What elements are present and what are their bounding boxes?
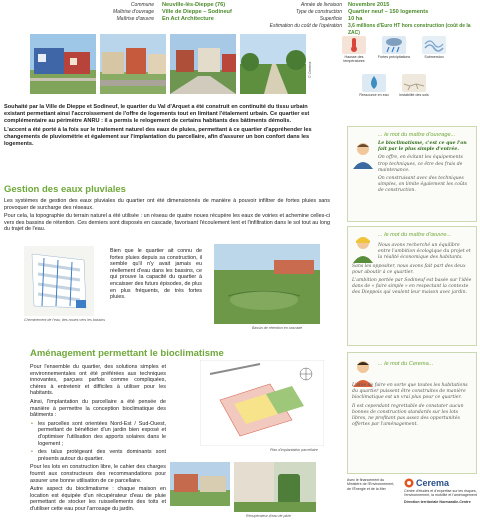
- label-annee: Année de livraison: [300, 2, 342, 8]
- parcel-plan: [200, 360, 324, 446]
- panel-quote-6: L'ambition portée par Sodineuf est basée sur l'idée dans de « faire simple » en respectant la contexte des Dieppois qui veulent leur maison avec jardin.: [352, 278, 472, 296]
- panel-quote-1: Le bioclimatisme, c'est ce que l'on fait par le plus simple d'entrée.: [378, 141, 467, 153]
- intro-paragraph-2: L'accent a été porté à la fois sur le traitement naturel des eaux de pluies, permettant à ce quartier d'appréhender les changements de pluviométrie et également sur l'implantation du parcellaire, afin d'assurer un bon confort dans les logements.: [4, 127, 312, 147]
- panel-title-maitre-ouvrage: ... le mot du maître d'ouvrage...: [378, 132, 456, 138]
- panel-body-maitre-ouvrage: [378, 141, 472, 197]
- panel-quote-7: L'idée de faire en sorte que toutes les habitations du quartier puissent être construites de manière bioclimatique est un vrai plus pour ce quartier.: [352, 383, 468, 401]
- houses-photo-bottom: [170, 462, 230, 506]
- value-type: Quartier neuf – 150 logements: [348, 9, 429, 15]
- icon-label-water: Ressource en eau: [359, 93, 389, 97]
- label-type: Type de construction: [295, 9, 342, 15]
- header-labels-left: [4, 2, 154, 23]
- panel-title-maitre-oeuvre: ... le mot du maître d'œuvre...: [378, 232, 452, 238]
- panel-quote-3: On construisant avec des techniques simples, on limite également les coûts de construction.: [378, 176, 467, 194]
- section2-text: [30, 364, 166, 514]
- section1-paragraph-1: Les systèmes de gestion des eaux pluviales du quartier ont été dimensionnés de manière à pouvoir infiltrer de fortes pluies sans provoquer de surcharge des réseaux.: [4, 198, 330, 211]
- panel-quote-5: Sans les oppositer, nous avons fait part des deux pour aboutir à ce quartier.: [352, 263, 466, 275]
- section2-bullet-1: • les parcelles sont orientées Nord-Est / Sud-Ouest, permettant de bénéficier d'un jardin bien exposé et d'optimiser l'utilisation des apports solaires dans le logement ;: [30, 421, 166, 447]
- value-annee: Novembre 2015: [348, 2, 390, 8]
- retention-basin-photo: [214, 244, 320, 324]
- label-cout: Estimation du coût de l'opération: [269, 23, 342, 29]
- drought-icon: [402, 74, 426, 92]
- rainwater-map: [24, 246, 94, 316]
- icon-label-temperature: Hausse des températures: [343, 55, 365, 64]
- intro-paragraph-1: Souhaité par la Ville de Dieppe et Sodineuf, le quartier du Val d'Arquet a été construit en continuité du tissu urbain existant permettant ainsi l'accroissement de l'offre de logements tout en limitant l'étalement urbain. Ce quartier est complémentaire au périmètre ANRU : il a permis le relogement de certains habitants des bâtiments démolis.: [4, 104, 310, 124]
- avatar-icon: [351, 141, 375, 169]
- header-values-right: [348, 2, 478, 37]
- cerema-logo-text: Cerema: [416, 478, 450, 488]
- intro-text: [4, 104, 324, 150]
- label-superficie: Superficie: [319, 16, 342, 22]
- cerema-subtitle: Centre d'études et d'expertise sur les risques, l'environnement, la mobilité et l'aménagement: [404, 489, 477, 498]
- panel-title-cerema: ... le mot du Cerema...: [378, 361, 434, 367]
- wind-icon: [422, 36, 446, 54]
- section1-top-text: [4, 198, 330, 235]
- climate-icons: [336, 36, 454, 112]
- photo-houses-2: [100, 34, 166, 94]
- panel-body-maitre-oeuvre: [352, 243, 472, 299]
- panel-maitre-ouvrage: [347, 126, 477, 222]
- photo-credit: © Cerema: [308, 61, 312, 78]
- section2-paragraph-4: Autre aspect du bioclimatisme : chaque maison en location est équipée d'un récupérateur d'eau de pluie permettant de stocker les ruissellements des toits et d'utiliser cette eau pour l'arrosage du jardin.: [30, 486, 166, 512]
- cerema-direction: Direction territoriale Normandie-Centre: [404, 499, 471, 504]
- photo-path: [240, 34, 306, 94]
- photo-houses-3: [170, 34, 236, 94]
- label-commune: Commune: [130, 2, 154, 8]
- rain-collector-photo: [234, 462, 316, 512]
- panel-quote-2: On offre, en évitant les équipements trop techniques, ce être des frais de maintenance.: [378, 155, 463, 173]
- panel-body-cerema: [352, 383, 472, 430]
- water-resource-icon: [362, 74, 386, 92]
- footer-funding: Avec le financement du Ministère de l'Environnement, de l'Énergie et de la Mer: [347, 478, 395, 491]
- panel-quote-8: Il est cependant regrettable de constater aucun bonnes de construction standards sur les lots libres, ne profitant pas assez des opportunités offertes par l'aménagement.: [352, 403, 464, 428]
- panel-quote-4: Nous avons recherché un équilibre entre l'ambition écologique du projet et la réalité économique des habitants.: [378, 243, 471, 261]
- cerema-logo-icon: [404, 478, 414, 488]
- thermometer-icon: [342, 36, 366, 54]
- section2-paragraph-2: Ainsi, l'implantation du parcellaire a été pensée de manière à permettre la conception bioclimatique des bâtiments :: [30, 398, 166, 419]
- cerema-logo: [404, 478, 478, 504]
- section2-paragraph-1: Pour l'ensemble du quartier, des solutions simples et environnementales ont été préférées aux techniques innovantes, parçues parfois comme compliquées, chères à entretenir et difficiles à utiliser pour les habitants.: [30, 364, 166, 397]
- icon-label-soil: Instabilité des sols: [399, 93, 429, 97]
- panel-cerema: [347, 352, 477, 474]
- rain-icon: [382, 36, 406, 54]
- photo-houses-1: [30, 34, 96, 94]
- icon-label-submersion: Submersion: [424, 55, 444, 59]
- basin-caption: Bassin de rétention en cascade: [252, 326, 303, 330]
- value-maitrise-oeuvre: En Act Architecture: [162, 16, 214, 22]
- panel-maitre-oeuvre: [347, 226, 477, 346]
- header-values-left: [162, 2, 272, 23]
- value-cout: 3,6 millions d'Euro HT hors construction (coût de la ZAC): [348, 23, 471, 36]
- icon-label-rain: Fortes précipitations: [377, 55, 411, 59]
- value-commune: Neuville-lès-Dieppe (76): [162, 2, 226, 8]
- label-maitrise-ouvrage: Maîtrise d'ouvrage: [113, 9, 154, 15]
- label-maitrise-oeuvre: Maîtrise d'œuvre: [116, 16, 154, 22]
- collector-caption: Récupérateur d'eau de pluie: [246, 514, 292, 518]
- section1-paragraph-2: Pour cela, la topographie du terrain naturel a été utilisée : un réseau de quatre noues récupère les eaux de voiries et achemine celles-ci vers des bassins de rétention. Ces derniers sont disposés en cascade, favorisant l'écoulement lent et l'infiltration dans le sol tout au long du trajet de l'eau.: [4, 213, 330, 233]
- plan-caption: Plan d'implantation parcellaire: [270, 448, 318, 452]
- map-caption: Cheminement de l'eau, des noues vers les bassins: [24, 318, 105, 322]
- header-labels-right: [262, 2, 342, 30]
- section-title-rainwater: Gestion des eaux pluviales: [4, 184, 126, 195]
- value-superficie: 10 ha: [348, 16, 363, 22]
- section2-paragraph-3: Pour les lots en construction libre, le cahier des charges fournit aux constructeurs des recommandations pour assurer une bonne utilisation de ce parcellaire.: [30, 464, 166, 484]
- section2-bullet-2: • des talus protégeant des vents dominants sont présents autour du quartier.: [30, 449, 166, 462]
- section1-paragraph-3: Bien que le quartier ait connu de fortes pluies depuis sa construction, il semble qu'il n'y avait jamais eu réellement d'eau dans les bassins, ce qui prouve la capacité du quartier à encaisser des futurs épisodes, de plus en plus fréquents, de très fortes pluies.: [110, 248, 202, 301]
- section-title-bioclimatism: Aménagement permettant le bioclimatisme: [30, 348, 224, 359]
- value-maitrise-ouvrage: Ville de Dieppe – Sodineuf: [162, 9, 232, 15]
